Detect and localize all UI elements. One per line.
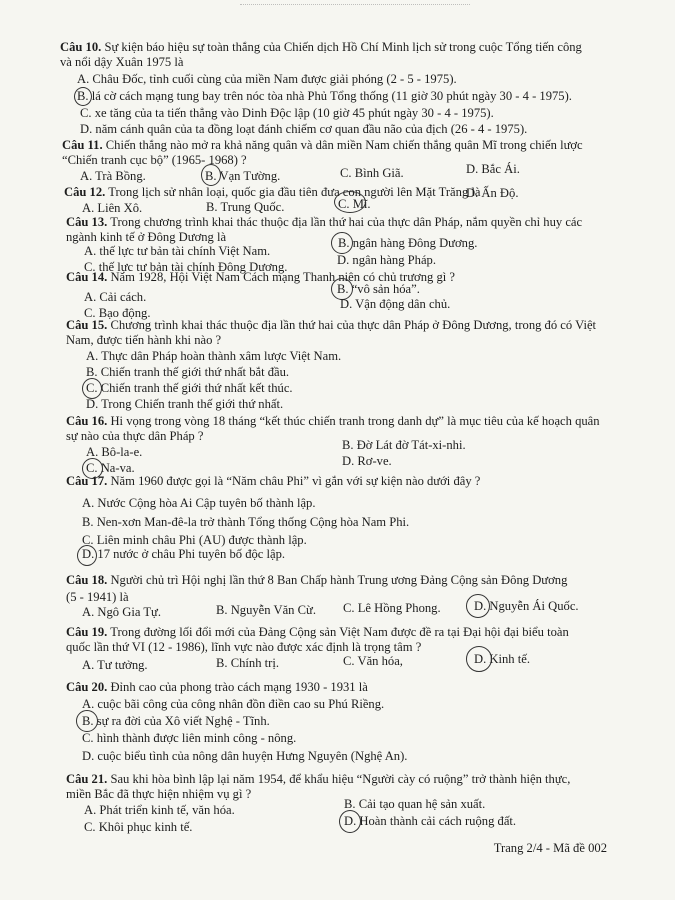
top-edge-mark bbox=[240, 4, 470, 13]
q13-stem-line2: ngành kinh tế ở Đông Dương là bbox=[66, 230, 227, 244]
q21-option-b: B. Cải tạo quan hệ sản xuất. bbox=[344, 797, 486, 811]
q18-option-d: D. Nguyễn Ái Quốc. bbox=[474, 599, 579, 613]
q18-stem-line1: Câu 18. Người chủ trì Hội nghị lần thứ 8 Ban Chấp hành Trung ương Đảng Cộng sản Đông Dương bbox=[66, 573, 568, 587]
q14-option-d: D. Vận động dân chủ. bbox=[340, 297, 451, 311]
q16-option-c: C. Na-va. bbox=[86, 461, 135, 475]
q11-option-c: C. Bình Giã. bbox=[340, 166, 404, 180]
q18-option-c: C. Lê Hồng Phong. bbox=[343, 601, 441, 615]
q21-option-d: D. Hoàn thành cải cách ruộng đất. bbox=[344, 814, 517, 828]
q12-option-b: B. Trung Quốc. bbox=[206, 200, 285, 214]
q15-option-d: D. Trong Chiến tranh thế giới thứ nhất. bbox=[86, 397, 284, 411]
q16-stem-line1: Câu 16. Hi vọng trong vòng 18 tháng “kết thúc chiến tranh trong danh dự” là mục tiêu của kế hoạch quân bbox=[66, 414, 600, 428]
q18-stem-line2: (5 - 1941) là bbox=[66, 590, 129, 604]
q19-stem-line2: quốc lần thứ VI (12 - 1986), lĩnh vực nào được xác định là trọng tâm ? bbox=[66, 640, 422, 654]
q12-option-a: A. Liên Xô. bbox=[82, 201, 143, 215]
page-footer: Trang 2/4 - Mã đề 002 bbox=[493, 841, 607, 855]
q14-option-a: A. Cải cách. bbox=[84, 290, 147, 304]
q20-option-a: A. cuộc bãi công của công nhân đồn điền cao su Phú Riềng. bbox=[82, 697, 385, 711]
q10-option-a: A. Châu Đốc, tỉnh cuối cùng của miền Nam được giải phóng (2 - 5 - 1975). bbox=[77, 72, 457, 86]
q13-option-c: C. thế lực tư bản tài chính Đông Dương. bbox=[84, 260, 288, 274]
q15-option-b: B. Chiến tranh thế giới thứ nhất bắt đầu. bbox=[86, 365, 290, 379]
q16-option-a: A. Bô-la-e. bbox=[86, 445, 143, 459]
q21-option-a: A. Phát triển kinh tế, văn hóa. bbox=[84, 803, 235, 817]
q12-option-d: D. Ấn Độ. bbox=[466, 186, 519, 200]
q14-stem-line1: Câu 14. Năm 1928, Hội Việt Nam Cách mạng Thanh niên có chủ trương gì ? bbox=[66, 270, 455, 284]
q12-stem-line1: Câu 12. Trong lịch sử nhân loại, quốc gia đầu tiên đưa con người lên Mặt Trăng là bbox=[64, 185, 481, 199]
q15-stem-line1: Câu 15. Chương trình khai thác thuộc địa lần thứ hai của thực dân Pháp ở Đông Dương, trong đó có Việt bbox=[66, 318, 597, 332]
q21-stem-line2: miền Bắc đã thực hiện nhiệm vụ gì ? bbox=[66, 787, 252, 801]
q13-option-d: D. ngân hàng Pháp. bbox=[337, 253, 436, 267]
q12-option-c: C. Mĩ. bbox=[338, 197, 371, 211]
q11-option-d: D. Bắc Ái. bbox=[466, 162, 520, 176]
q19-option-d: D. Kinh tế. bbox=[474, 652, 530, 666]
q20-option-c: C. hình thành được liên minh công - nông. bbox=[82, 731, 297, 745]
q11-option-b: B. Vạn Tường. bbox=[205, 169, 281, 183]
q19-option-c: C. Văn hóa, bbox=[343, 654, 403, 668]
q11-stem-line2: “Chiến tranh cục bộ” (1965- 1968) ? bbox=[62, 153, 247, 167]
q16-option-b: B. Đờ Lát đờ Tát-xi-nhi. bbox=[342, 438, 466, 452]
q19-stem-line1: Câu 19. Trong đường lối đổi mới của Đảng Cộng sản Việt Nam được đề ra tại Đại hội đại biểu toàn bbox=[66, 625, 569, 639]
q19-option-a: A. Tư tưởng. bbox=[82, 658, 148, 672]
q10-stem-line2: và nổi dậy Xuân 1975 là bbox=[60, 55, 184, 69]
q18-option-b: B. Nguyễn Văn Cừ. bbox=[216, 603, 316, 617]
q17-option-d: D. 17 nước ở châu Phi tuyên bố độc lập. bbox=[82, 547, 286, 561]
q14-option-c: C. Bạo động. bbox=[84, 306, 151, 320]
q16-option-d: D. Rơ-ve. bbox=[342, 454, 392, 468]
q13-option-a: A. thế lực tư bản tài chính Việt Nam. bbox=[84, 244, 271, 258]
q17-stem-line1: Câu 17. Năm 1960 được gọi là “Năm châu Phi” vì gắn với sự kiện nào dưới đây ? bbox=[66, 474, 481, 488]
q10-option-b: B. lá cờ cách mạng tung bay trên nóc tòa nhà Phủ Tổng thống (11 giờ 30 phút ngày 30 - 4 - 1975). bbox=[77, 89, 572, 103]
q18-option-a: A. Ngô Gia Tự. bbox=[82, 605, 161, 619]
q21-stem-line1: Câu 21. Sau khi hòa bình lập lại năm 1954, để khẩu hiệu “Người cày có ruộng” trở thành hiện thực, bbox=[66, 772, 571, 786]
q19-option-b: B. Chính trị. bbox=[216, 656, 279, 670]
q20-stem-line1: Câu 20. Đỉnh cao của phong trào cách mạng 1930 - 1931 là bbox=[66, 680, 368, 694]
q20-option-d: D. cuộc biểu tình của nông dân huyện Hưng Nguyên (Nghệ An). bbox=[82, 749, 408, 763]
q15-option-a: A. Thực dân Pháp hoàn thành xâm lược Việt Nam. bbox=[86, 349, 342, 363]
q10-stem-line1: Câu 10. Sự kiện báo hiệu sự toàn thắng của Chiến dịch Hồ Chí Minh lịch sử trong cuộc Tổng tiến công bbox=[60, 40, 582, 54]
q13-option-b: B. ngân hàng Đông Dương. bbox=[338, 236, 478, 250]
q15-stem-line2: Nam, được tiến hành khi nào ? bbox=[66, 333, 222, 347]
q17-option-b: B. Nen-xơn Man-đê-la trở thành Tổng thống Cộng hòa Nam Phi. bbox=[82, 515, 410, 529]
q21-option-c: C. Khôi phục kinh tế. bbox=[84, 820, 193, 834]
q14-option-b: B. “vô sản hóa”. bbox=[337, 282, 420, 296]
q15-option-c: C. Chiến tranh thế giới thứ nhất kết thúc. bbox=[86, 381, 293, 395]
q11-option-a: A. Trà Bồng. bbox=[80, 169, 146, 183]
q13-stem-line1: Câu 13. Trong chương trình khai thác thuộc địa lần thứ hai của thực dân Pháp, nắm quyền chỉ huy các bbox=[66, 215, 583, 229]
q11-stem-line1: Câu 11. Chiến thắng nào mở ra khả năng quân và dân miền Nam chiến thắng quân Mĩ trong chiến lược bbox=[62, 138, 583, 152]
q10-option-d: D. năm cánh quân của ta đồng loạt đánh chiếm cơ quan đầu não của địch (26 - 4 - 1975). bbox=[80, 122, 528, 136]
q17-option-c: C. Liên minh châu Phi (AU) được thành lập. bbox=[82, 533, 307, 547]
q17-option-a: A. Nước Cộng hòa Ai Cập tuyên bố thành lập. bbox=[82, 496, 316, 510]
q10-option-c: C. xe tăng của ta tiến thẳng vào Dinh Độc lập (10 giờ 45 phút ngày 30 - 4 - 1975). bbox=[80, 106, 494, 120]
q16-stem-line2: sự nào của thực dân Pháp ? bbox=[66, 429, 204, 443]
q20-option-b: B. sự ra đời của Xô viết Nghệ - Tĩnh. bbox=[82, 714, 270, 728]
